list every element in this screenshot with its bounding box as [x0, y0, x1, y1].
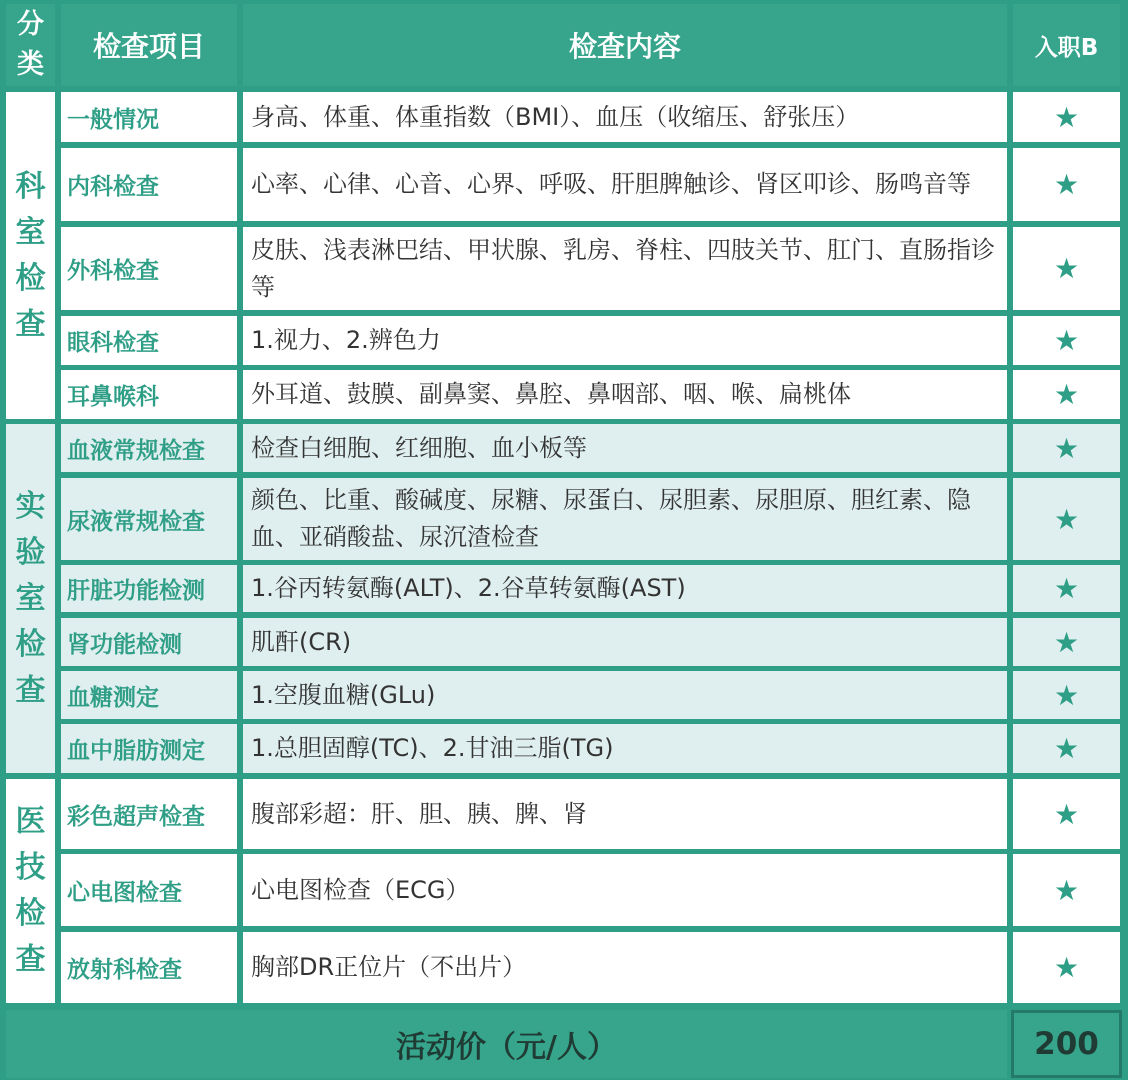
category-3: [6, 779, 55, 1003]
header-category-cell: [6, 4, 55, 86]
star-icon: ★: [1053, 873, 1080, 907]
star-icon: ★: [1053, 797, 1080, 831]
star-icon: ★: [1053, 378, 1080, 411]
exam-content-cell: [243, 92, 1007, 142]
included-star-cell: [1013, 424, 1120, 472]
exam-item-cell: [61, 148, 237, 221]
exam-content-cell: [243, 316, 1007, 365]
star-icon: ★: [1053, 324, 1080, 357]
exam-content-cell: [243, 148, 1007, 221]
exam-content-text: 肌酐(CR): [251, 627, 352, 656]
exam-item-cell: [61, 424, 237, 472]
exam-item-name: 内科检查: [67, 174, 159, 200]
exam-item-cell: [61, 478, 237, 560]
exam-item-name: 眼科检查: [67, 330, 159, 356]
star-icon: ★: [1053, 100, 1080, 134]
exam-content-text: 检查白细胞、红细胞、血小板等: [251, 433, 587, 462]
star-icon: ★: [1053, 678, 1080, 712]
exam-content-cell: [243, 724, 1007, 773]
included-star-cell: [1013, 148, 1120, 221]
exam-content-text: 胸部DR正位片（不出片）: [251, 953, 527, 981]
exam-content-cell: [243, 618, 1007, 666]
exam-content-text: 颜色、比重、酸碱度、尿糖、尿蛋白、尿胆素、尿胆原、胆红素、隐血、亚硝酸盐、尿沉渣检查: [251, 486, 971, 551]
included-star-cell: [1013, 478, 1120, 560]
included-star-cell: [1013, 565, 1120, 612]
exam-item-name: 一般情况: [67, 106, 159, 133]
category-1: [6, 92, 55, 419]
exam-item-cell: [61, 932, 237, 1003]
included-star-cell: [1013, 316, 1120, 365]
exam-item-cell: [61, 92, 237, 142]
exam-item-name: 肝脏功能检测: [67, 578, 205, 604]
included-star-cell: [1013, 227, 1120, 310]
category-label: 医技检查: [15, 804, 46, 977]
exam-item-cell: [61, 370, 237, 419]
star-icon: ★: [1053, 625, 1080, 659]
exam-content-cell: [243, 854, 1007, 926]
price-value: 200: [1034, 1026, 1099, 1062]
exam-item-name: 外科检查: [67, 258, 159, 284]
star-icon: ★: [1053, 252, 1080, 285]
exam-content-text: 1.空腹血糖(GLu): [251, 680, 436, 709]
exam-content-cell: [243, 779, 1007, 849]
star-icon: ★: [1053, 732, 1080, 765]
exam-content-text: 心率、心律、心音、心界、呼吸、肝胆脾触诊、肾区叩诊、肠鸣音等: [251, 170, 971, 198]
exam-item-cell: [61, 779, 237, 849]
exam-item-cell: [61, 854, 237, 926]
header-item-label: 检查项目: [92, 30, 205, 63]
exam-content-cell: [243, 478, 1007, 560]
price-label: 活动价（元/人）: [396, 1030, 617, 1065]
category-label: 科室检查: [15, 168, 46, 342]
exam-item-name: 肾功能检测: [67, 631, 182, 658]
star-icon: ★: [1053, 572, 1080, 605]
star-icon: ★: [1053, 502, 1080, 536]
exam-item-cell: [61, 618, 237, 666]
exam-content-cell: [243, 424, 1007, 472]
exam-content-text: 腹部彩超：肝、胆、胰、脾、肾: [251, 799, 587, 828]
included-star-cell: [1013, 671, 1120, 719]
exam-item-cell: [61, 565, 237, 612]
exam-item-cell: [61, 671, 237, 719]
exam-content-text: 外耳道、鼓膜、副鼻窦、鼻腔、鼻咽部、咽、喉、扁桃体: [251, 380, 851, 408]
exam-item-cell: [61, 227, 237, 310]
included-star-cell: [1013, 618, 1120, 666]
exam-item-name: 耳鼻喉科: [67, 384, 159, 410]
exam-item-name: 放射科检查: [67, 957, 182, 983]
exam-item-name: 尿液常规检查: [67, 508, 205, 535]
included-star-cell: [1013, 779, 1120, 849]
exam-content-text: 皮肤、浅表淋巴结、甲状腺、乳房、脊柱、四肢关节、肛门、直肠指诊等: [251, 235, 995, 301]
included-star-cell: [1013, 854, 1120, 926]
exam-content-text: 1.视力、2.辨色力: [251, 326, 441, 354]
category-label: 实验室检查: [15, 488, 46, 708]
included-star-cell: [1013, 92, 1120, 142]
included-star-cell: [1013, 932, 1120, 1003]
header-content-label: 检查内容: [568, 30, 681, 63]
exam-content-text: 1.总胆固醇(TC)、2.甘油三脂(TG): [251, 734, 614, 762]
exam-item-name: 血中脂肪测定: [67, 738, 205, 764]
exam-item-name: 血糖测定: [67, 684, 159, 711]
header-item-cell: [61, 4, 237, 86]
exam-content-cell: [243, 565, 1007, 612]
header-package-cell: [1013, 4, 1120, 86]
exam-item-cell: [61, 724, 237, 773]
exam-content-text: 心电图检查（ECG）: [251, 875, 470, 904]
price-value-cell: [1011, 1010, 1122, 1078]
exam-item-name: 血液常规检查: [67, 437, 205, 464]
exam-content-text: 1.谷丙转氨酶(ALT)、2.谷草转氨酶(AST): [251, 574, 686, 602]
header-category-label: 分类: [17, 9, 44, 80]
exam-item-name: 心电图检查: [67, 879, 182, 906]
star-icon: ★: [1053, 431, 1080, 465]
exam-content-cell: [243, 671, 1007, 719]
header-content-cell: [243, 4, 1007, 86]
included-star-cell: [1013, 724, 1120, 773]
exam-content-cell: [243, 932, 1007, 1003]
included-star-cell: [1013, 370, 1120, 419]
exam-content-text: 身高、体重、体重指数（BMI）、血压（收缩压、舒张压）: [251, 102, 860, 131]
exam-content-cell: [243, 370, 1007, 419]
exam-item-cell: [61, 316, 237, 365]
exam-item-name: 彩色超声检查: [67, 803, 205, 830]
header-package-label: 入职B: [1034, 34, 1099, 61]
price-label-cell: [6, 1010, 1007, 1078]
star-icon: ★: [1053, 168, 1080, 201]
category-2: [6, 424, 55, 773]
exam-content-cell: [243, 227, 1007, 310]
star-icon: ★: [1053, 951, 1080, 984]
